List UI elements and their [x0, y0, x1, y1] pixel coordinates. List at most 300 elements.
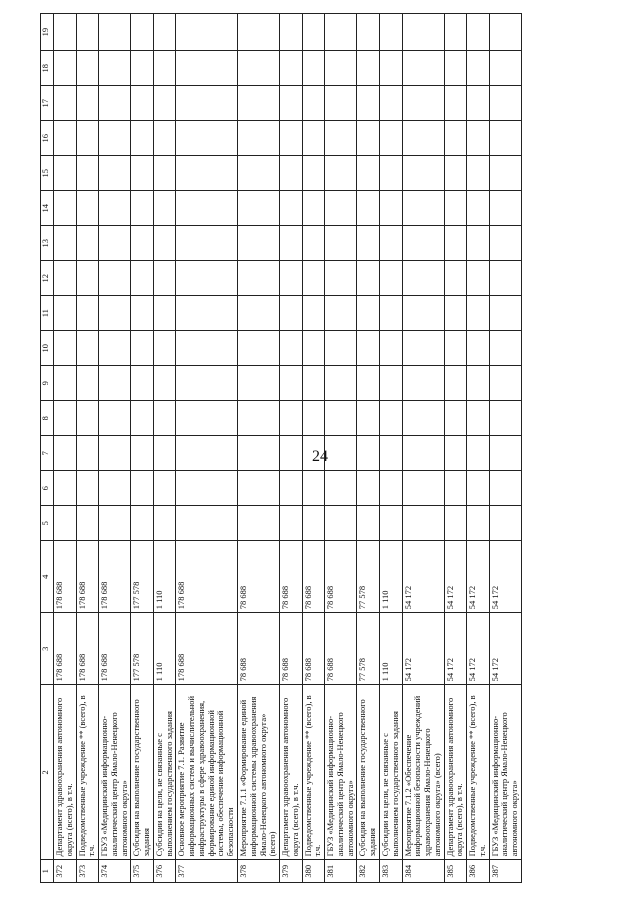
- value-col-4: 54 172: [489, 541, 521, 613]
- empty-cell: [54, 471, 77, 506]
- empty-cell: [54, 86, 77, 121]
- empty-cell: [325, 191, 357, 226]
- empty-cell: [176, 156, 238, 191]
- empty-cell: [131, 331, 154, 366]
- empty-cell: [489, 14, 521, 51]
- column-number: 10: [41, 331, 54, 366]
- row-number: 376: [153, 860, 176, 883]
- empty-cell: [238, 366, 280, 401]
- empty-cell: [467, 51, 490, 86]
- empty-cell: [76, 51, 99, 86]
- table-row: [153, 14, 176, 883]
- empty-cell: [467, 506, 490, 541]
- empty-cell: [238, 506, 280, 541]
- empty-cell: [280, 436, 303, 471]
- value-col-3: 78 688: [238, 613, 280, 685]
- value-col-4: 178 688: [76, 541, 99, 613]
- empty-cell: [131, 506, 154, 541]
- row-name: Подведомственные учреждение ** (всего), в т.ч.: [302, 685, 325, 860]
- empty-cell: [280, 261, 303, 296]
- empty-cell: [176, 436, 238, 471]
- empty-cell: [379, 331, 402, 366]
- value-col-3: 178 688: [176, 613, 238, 685]
- empty-cell: [302, 296, 325, 331]
- empty-cell: [76, 331, 99, 366]
- row-number: 373: [76, 860, 99, 883]
- empty-cell: [379, 296, 402, 331]
- empty-cell: [444, 366, 467, 401]
- empty-cell: [99, 436, 131, 471]
- empty-cell: [489, 366, 521, 401]
- empty-cell: [402, 331, 444, 366]
- value-col-3: 78 688: [325, 613, 357, 685]
- empty-cell: [131, 14, 154, 51]
- empty-cell: [402, 86, 444, 121]
- value-col-4: 77 578: [357, 541, 380, 613]
- column-number: 7: [41, 436, 54, 471]
- column-number: 5: [41, 506, 54, 541]
- empty-cell: [444, 156, 467, 191]
- empty-cell: [402, 121, 444, 156]
- empty-cell: [325, 261, 357, 296]
- column-number: 13: [41, 226, 54, 261]
- value-col-4: 54 172: [444, 541, 467, 613]
- empty-cell: [467, 156, 490, 191]
- column-number: 3: [41, 613, 54, 685]
- empty-cell: [467, 191, 490, 226]
- column-number: 15: [41, 156, 54, 191]
- empty-cell: [444, 506, 467, 541]
- table-row: [238, 14, 280, 883]
- empty-cell: [357, 261, 380, 296]
- value-col-3: 178 688: [99, 613, 131, 685]
- value-col-4: 1 110: [153, 541, 176, 613]
- empty-cell: [357, 366, 380, 401]
- row-number: 386: [467, 860, 490, 883]
- empty-cell: [444, 401, 467, 436]
- column-number: 4: [41, 541, 54, 613]
- empty-cell: [325, 156, 357, 191]
- empty-cell: [76, 506, 99, 541]
- empty-cell: [131, 86, 154, 121]
- empty-cell: [325, 226, 357, 261]
- empty-cell: [280, 226, 303, 261]
- empty-cell: [467, 86, 490, 121]
- value-col-4: 178 688: [54, 541, 77, 613]
- empty-cell: [131, 471, 154, 506]
- empty-cell: [467, 296, 490, 331]
- empty-cell: [402, 471, 444, 506]
- empty-cell: [379, 14, 402, 51]
- empty-cell: [325, 471, 357, 506]
- empty-cell: [238, 226, 280, 261]
- value-col-3: 1 110: [153, 613, 176, 685]
- row-number: 384: [402, 860, 444, 883]
- empty-cell: [357, 331, 380, 366]
- empty-cell: [489, 261, 521, 296]
- empty-cell: [76, 296, 99, 331]
- empty-cell: [153, 366, 176, 401]
- row-number: 387: [489, 860, 521, 883]
- empty-cell: [489, 401, 521, 436]
- value-col-3: 54 172: [489, 613, 521, 685]
- column-number: 8: [41, 401, 54, 436]
- empty-cell: [444, 331, 467, 366]
- empty-cell: [489, 121, 521, 156]
- empty-cell: [238, 86, 280, 121]
- row-name: Подведомственные учреждение ** (всего), в т.ч.: [467, 685, 490, 860]
- empty-cell: [153, 191, 176, 226]
- value-col-4: 54 172: [467, 541, 490, 613]
- empty-cell: [238, 471, 280, 506]
- empty-cell: [379, 86, 402, 121]
- empty-cell: [99, 331, 131, 366]
- row-name: Мероприятие 7.1.1 «Формирование единой информационной системы здравоохранения Ямало-Ненецкого автономного округа» (всего): [238, 685, 280, 860]
- empty-cell: [444, 436, 467, 471]
- row-number: 381: [325, 860, 357, 883]
- empty-cell: [402, 401, 444, 436]
- empty-cell: [176, 51, 238, 86]
- column-number: 11: [41, 296, 54, 331]
- empty-cell: [402, 261, 444, 296]
- empty-cell: [176, 331, 238, 366]
- empty-cell: [357, 121, 380, 156]
- empty-cell: [153, 436, 176, 471]
- value-col-4: 178 688: [176, 541, 238, 613]
- empty-cell: [131, 366, 154, 401]
- value-col-3: 178 688: [76, 613, 99, 685]
- empty-cell: [131, 436, 154, 471]
- empty-cell: [489, 156, 521, 191]
- empty-cell: [131, 401, 154, 436]
- value-col-3: 77 578: [357, 613, 380, 685]
- empty-cell: [379, 261, 402, 296]
- row-number: 385: [444, 860, 467, 883]
- empty-cell: [302, 471, 325, 506]
- empty-cell: [238, 51, 280, 86]
- row-number: 378: [238, 860, 280, 883]
- empty-cell: [54, 191, 77, 226]
- empty-cell: [357, 51, 380, 86]
- row-number: 374: [99, 860, 131, 883]
- empty-cell: [302, 191, 325, 226]
- empty-cell: [402, 51, 444, 86]
- value-col-4: 78 688: [238, 541, 280, 613]
- empty-cell: [444, 226, 467, 261]
- row-name: Субсидия на выполнение государственного задания: [357, 685, 380, 860]
- empty-cell: [379, 51, 402, 86]
- empty-cell: [54, 14, 77, 51]
- empty-cell: [76, 436, 99, 471]
- empty-cell: [379, 471, 402, 506]
- column-number: 12: [41, 261, 54, 296]
- empty-cell: [99, 191, 131, 226]
- column-number: 18: [41, 51, 54, 86]
- empty-cell: [325, 51, 357, 86]
- empty-cell: [54, 331, 77, 366]
- row-name: Субсидии на цели, не связанные с выполнением государственного задания: [153, 685, 176, 860]
- empty-cell: [131, 51, 154, 86]
- value-col-3: 78 688: [302, 613, 325, 685]
- empty-cell: [467, 471, 490, 506]
- empty-cell: [99, 14, 131, 51]
- row-name: Подведомственные учреждение ** (всего), в т.ч.: [76, 685, 99, 860]
- empty-cell: [238, 401, 280, 436]
- empty-cell: [280, 121, 303, 156]
- empty-cell: [444, 14, 467, 51]
- empty-cell: [280, 401, 303, 436]
- budget-table: [40, 13, 522, 883]
- table-row: [99, 14, 131, 883]
- empty-cell: [76, 191, 99, 226]
- value-col-3: 54 172: [402, 613, 444, 685]
- empty-cell: [467, 14, 490, 51]
- empty-cell: [153, 506, 176, 541]
- row-number: 382: [357, 860, 380, 883]
- row-number: 383: [379, 860, 402, 883]
- empty-cell: [76, 366, 99, 401]
- empty-cell: [357, 506, 380, 541]
- empty-cell: [402, 226, 444, 261]
- table-row: [131, 14, 154, 883]
- empty-cell: [153, 401, 176, 436]
- table-row: [489, 14, 521, 883]
- empty-cell: [379, 506, 402, 541]
- empty-cell: [444, 86, 467, 121]
- empty-cell: [402, 156, 444, 191]
- empty-cell: [131, 121, 154, 156]
- empty-cell: [467, 331, 490, 366]
- empty-cell: [99, 506, 131, 541]
- empty-cell: [402, 436, 444, 471]
- empty-cell: [131, 226, 154, 261]
- empty-cell: [444, 121, 467, 156]
- table-row: [402, 14, 444, 883]
- empty-cell: [357, 191, 380, 226]
- value-col-3: 54 172: [444, 613, 467, 685]
- empty-cell: [280, 191, 303, 226]
- column-number: 6: [41, 471, 54, 506]
- empty-cell: [99, 401, 131, 436]
- empty-cell: [302, 506, 325, 541]
- empty-cell: [238, 296, 280, 331]
- empty-cell: [444, 261, 467, 296]
- empty-cell: [99, 296, 131, 331]
- empty-cell: [379, 436, 402, 471]
- empty-cell: [76, 226, 99, 261]
- empty-cell: [325, 436, 357, 471]
- empty-cell: [302, 436, 325, 471]
- empty-cell: [131, 261, 154, 296]
- empty-cell: [325, 366, 357, 401]
- empty-cell: [99, 121, 131, 156]
- empty-cell: [325, 14, 357, 51]
- column-number-row: [41, 14, 54, 883]
- empty-cell: [99, 156, 131, 191]
- row-name: Субсидии на цели, не связанные с выполнением государственного задания: [379, 685, 402, 860]
- empty-cell: [176, 366, 238, 401]
- empty-cell: [238, 191, 280, 226]
- empty-cell: [379, 401, 402, 436]
- empty-cell: [280, 506, 303, 541]
- table-row: [379, 14, 402, 883]
- empty-cell: [489, 191, 521, 226]
- empty-cell: [54, 51, 77, 86]
- table-row: [444, 14, 467, 883]
- empty-cell: [54, 436, 77, 471]
- value-col-4: 78 688: [325, 541, 357, 613]
- row-name: Департамент здравоохранения автономного округа (всего), в т.ч.: [54, 685, 77, 860]
- empty-cell: [238, 156, 280, 191]
- row-number: 372: [54, 860, 77, 883]
- empty-cell: [325, 401, 357, 436]
- row-name: Департамент здравоохранения автономного округа (всего), в т.ч.: [280, 685, 303, 860]
- empty-cell: [176, 261, 238, 296]
- empty-cell: [357, 471, 380, 506]
- empty-cell: [238, 14, 280, 51]
- empty-cell: [302, 156, 325, 191]
- empty-cell: [153, 51, 176, 86]
- empty-cell: [302, 121, 325, 156]
- empty-cell: [238, 261, 280, 296]
- empty-cell: [99, 86, 131, 121]
- empty-cell: [76, 156, 99, 191]
- row-name: ГБУЗ «Медицинский информационно-аналитический центр Ямало-Ненецкого автономного округа»: [325, 685, 357, 860]
- empty-cell: [176, 506, 238, 541]
- row-number: 375: [131, 860, 154, 883]
- column-number: 14: [41, 191, 54, 226]
- empty-cell: [489, 471, 521, 506]
- empty-cell: [99, 366, 131, 401]
- empty-cell: [489, 506, 521, 541]
- empty-cell: [99, 471, 131, 506]
- empty-cell: [489, 51, 521, 86]
- column-number: 9: [41, 366, 54, 401]
- empty-cell: [402, 296, 444, 331]
- empty-cell: [99, 226, 131, 261]
- row-name: Субсидия на выполнение государственного задания: [131, 685, 154, 860]
- empty-cell: [176, 191, 238, 226]
- empty-cell: [379, 366, 402, 401]
- empty-cell: [54, 296, 77, 331]
- empty-cell: [489, 296, 521, 331]
- table-row: [280, 14, 303, 883]
- empty-cell: [54, 366, 77, 401]
- empty-cell: [54, 121, 77, 156]
- empty-cell: [302, 401, 325, 436]
- value-col-4: 177 578: [131, 541, 154, 613]
- value-col-4: 1 110: [379, 541, 402, 613]
- empty-cell: [280, 51, 303, 86]
- column-number: 19: [41, 14, 54, 51]
- value-col-3: 54 172: [467, 613, 490, 685]
- table-row: [302, 14, 325, 883]
- empty-cell: [357, 14, 380, 51]
- empty-cell: [131, 191, 154, 226]
- empty-cell: [325, 331, 357, 366]
- empty-cell: [153, 261, 176, 296]
- row-number: 380: [302, 860, 325, 883]
- empty-cell: [153, 156, 176, 191]
- empty-cell: [444, 191, 467, 226]
- empty-cell: [76, 86, 99, 121]
- empty-cell: [153, 86, 176, 121]
- column-number: 17: [41, 86, 54, 121]
- empty-cell: [76, 14, 99, 51]
- table-row: [54, 14, 77, 883]
- empty-cell: [325, 506, 357, 541]
- row-number: 377: [176, 860, 238, 883]
- empty-cell: [176, 86, 238, 121]
- empty-cell: [379, 226, 402, 261]
- empty-cell: [357, 296, 380, 331]
- empty-cell: [280, 156, 303, 191]
- row-name: ГБУЗ «Медицинский информационно-аналитический центр Ямало-Ненецкого автономного округа»: [489, 685, 521, 860]
- row-name: ГБУЗ «Медицинский информационно-аналитический центр Ямало-Ненецкого автономного округа»: [99, 685, 131, 860]
- rotated-table-wrapper: [40, 13, 610, 883]
- empty-cell: [325, 121, 357, 156]
- row-name: Основное мероприятие 7.1. Развитие информационных систем и вычислительной инфраструктуры в сфере здравоохранения, формирование единой информационной системы, обеспечение информационной безопасности: [176, 685, 238, 860]
- value-col-3: 78 688: [280, 613, 303, 685]
- value-col-4: 54 172: [402, 541, 444, 613]
- empty-cell: [357, 86, 380, 121]
- empty-cell: [54, 401, 77, 436]
- empty-cell: [153, 471, 176, 506]
- empty-cell: [444, 51, 467, 86]
- empty-cell: [379, 191, 402, 226]
- empty-cell: [238, 121, 280, 156]
- empty-cell: [467, 436, 490, 471]
- empty-cell: [325, 296, 357, 331]
- empty-cell: [280, 471, 303, 506]
- page-number: 24: [312, 448, 328, 465]
- empty-cell: [280, 331, 303, 366]
- empty-cell: [444, 471, 467, 506]
- empty-cell: [131, 296, 154, 331]
- empty-cell: [153, 296, 176, 331]
- row-name: Департамент здравоохранения автономного округа (всего), в т.ч.: [444, 685, 467, 860]
- table-row: [357, 14, 380, 883]
- empty-cell: [76, 471, 99, 506]
- empty-cell: [176, 226, 238, 261]
- empty-cell: [402, 506, 444, 541]
- empty-cell: [76, 121, 99, 156]
- table-row: [467, 14, 490, 883]
- table-row: [76, 14, 99, 883]
- empty-cell: [357, 156, 380, 191]
- empty-cell: [467, 226, 490, 261]
- empty-cell: [54, 226, 77, 261]
- column-number: 2: [41, 685, 54, 860]
- empty-cell: [238, 331, 280, 366]
- empty-cell: [54, 261, 77, 296]
- value-col-4: 178 688: [99, 541, 131, 613]
- empty-cell: [99, 261, 131, 296]
- empty-cell: [467, 121, 490, 156]
- table-body: [54, 14, 522, 883]
- empty-cell: [302, 51, 325, 86]
- empty-cell: [153, 121, 176, 156]
- empty-cell: [325, 86, 357, 121]
- empty-cell: [54, 506, 77, 541]
- empty-cell: [444, 296, 467, 331]
- empty-cell: [176, 14, 238, 51]
- empty-cell: [379, 121, 402, 156]
- row-name: Мероприятие 7.1.2 «Обеспечение информационной безопасности учреждений здравоохранения Ямало-Ненецкого автономного округа» (всего): [402, 685, 444, 860]
- empty-cell: [489, 226, 521, 261]
- empty-cell: [153, 226, 176, 261]
- empty-cell: [76, 401, 99, 436]
